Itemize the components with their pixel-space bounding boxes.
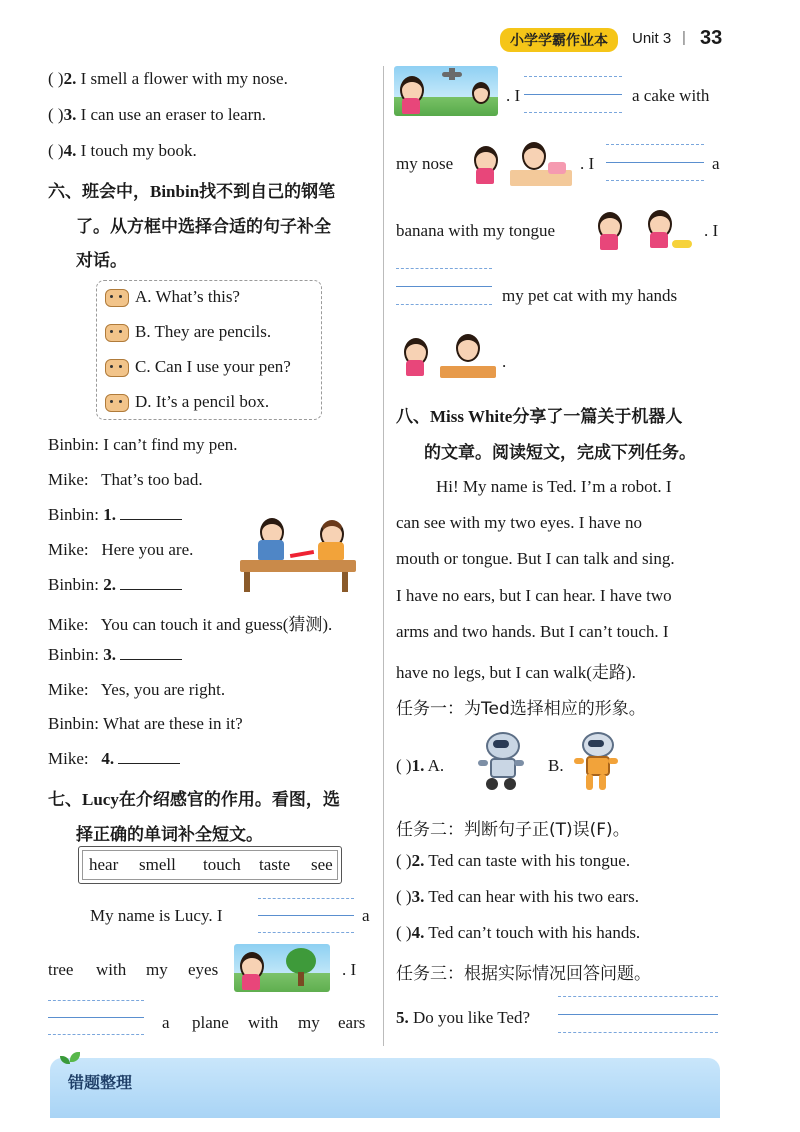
writing-line xyxy=(258,932,354,933)
section7-title-line1: 七、Lucy在介绍感官的作用。看图，选 xyxy=(48,790,340,810)
writing-line[interactable] xyxy=(396,286,492,287)
dialogue-line: Mike: Yes, you are right. xyxy=(48,680,226,699)
dialogue-line: Binbin: 1. xyxy=(48,505,182,525)
writing-line xyxy=(524,112,622,113)
section8-title-line1: 八、Miss White分享了一篇关于机器人 xyxy=(396,407,683,427)
passage-text: my xyxy=(298,1013,320,1032)
reading-passage-line: Hi! My name is Ted. I’m a robot. I xyxy=(436,477,672,496)
tiger-icon xyxy=(105,324,129,342)
writing-line[interactable] xyxy=(606,162,704,163)
passage-text: My name is Lucy. I xyxy=(90,906,223,925)
writing-line xyxy=(606,144,704,145)
mistake-notes-area[interactable] xyxy=(50,1058,720,1118)
task2-item: ( )3. Ted can hear with his two ears. xyxy=(396,887,640,906)
section6-title-line2: 了。从方框中选择合适的句子补全 xyxy=(76,217,331,237)
item-text: I smell a flower with my nose. xyxy=(80,69,288,88)
passage-text: . I xyxy=(704,221,719,240)
answer-paren[interactable]: ( ) xyxy=(48,105,64,124)
dialogue-line: Binbin: 2. xyxy=(48,575,182,595)
answer-paren[interactable]: ( ) xyxy=(396,851,412,870)
item-number: 4. xyxy=(63,141,77,160)
word-smell: smell xyxy=(139,855,176,874)
writing-line xyxy=(558,1032,718,1033)
passage-text: . I xyxy=(580,154,595,173)
choice-a-label: A. xyxy=(427,756,445,775)
tf-item-2 xyxy=(48,69,288,89)
header-separator: | xyxy=(682,29,686,46)
column-divider xyxy=(383,66,384,1046)
passage-text: my nose xyxy=(396,154,454,173)
option-c: C. Can I use your pen? xyxy=(105,357,291,377)
robot-a-illustration[interactable] xyxy=(476,730,526,792)
answer-blank[interactable] xyxy=(120,575,182,590)
dialogue-line: Binbin: 3. xyxy=(48,645,182,665)
passage-text: tree xyxy=(48,960,74,979)
classroom-illustration xyxy=(234,512,362,596)
answer-paren[interactable]: ( ) xyxy=(396,756,412,775)
passage-text: plane xyxy=(192,1013,229,1032)
leaf-icon xyxy=(60,1056,70,1064)
dialogue-line: Mike: That’s too bad. xyxy=(48,470,203,489)
answer-blank[interactable] xyxy=(120,645,182,660)
writing-line xyxy=(396,268,492,269)
answer-paren[interactable]: ( ) xyxy=(48,69,64,88)
task1-title: 任务一：为Ted选择相应的形象。 xyxy=(396,699,646,719)
tiger-icon xyxy=(105,289,129,307)
mistake-notes-label: 错题整理 xyxy=(68,1073,133,1092)
answer-blank[interactable] xyxy=(120,505,182,520)
page-header xyxy=(500,26,730,54)
leaf-icon xyxy=(70,1052,80,1062)
writing-line xyxy=(558,996,718,997)
dialogue-line: Binbin: What are these in it? xyxy=(48,714,243,733)
writing-line[interactable] xyxy=(524,94,622,95)
plane-illustration xyxy=(394,66,498,116)
writing-line xyxy=(396,304,492,305)
option-a: A. What’s this? xyxy=(105,287,240,307)
dialogue-line: Mike: 4. xyxy=(48,749,180,769)
task3-title: 任务三：根据实际情况回答问题。 xyxy=(396,964,651,984)
reading-passage-line: mouth or tongue. But I can talk and sing. xyxy=(396,549,675,568)
writing-line[interactable] xyxy=(558,1014,718,1015)
page-number: 33 xyxy=(700,27,723,49)
word-touch: touch xyxy=(203,855,241,874)
item-number: 3. xyxy=(63,105,77,124)
task1-item: ( )1. A. xyxy=(396,756,445,775)
dialogue-line: Binbin: I can’t find my pen. xyxy=(48,435,238,454)
section8-title-line2: 的文章。阅读短文，完成下列任务。 xyxy=(424,443,696,463)
passage-text: my xyxy=(146,960,168,979)
writing-line xyxy=(258,898,354,899)
choice-b-label: B. xyxy=(548,756,564,775)
tiger-icon xyxy=(105,359,129,377)
word-hear: hear xyxy=(89,855,119,874)
dialogue-line: Mike: Here you are. xyxy=(48,540,194,559)
writing-line[interactable] xyxy=(48,1017,144,1018)
passage-text: . I xyxy=(342,960,357,979)
word-see: see xyxy=(311,855,333,874)
option-b: B. They are pencils. xyxy=(105,322,271,342)
passage-text: a cake with xyxy=(632,86,710,105)
answer-paren[interactable]: ( ) xyxy=(396,923,412,942)
section6-title-line3: 对话。 xyxy=(76,251,127,271)
options-box xyxy=(96,280,322,420)
section7-title-line2: 择正确的单词补全短文。 xyxy=(76,825,263,845)
passage-text: a xyxy=(712,154,720,173)
writing-line xyxy=(524,76,622,77)
taste-banana-illustration xyxy=(592,206,694,256)
option-d: D. It’s a pencil box. xyxy=(105,392,269,412)
section6-title-line1: 六、班会中，Binbin找不到自己的钢笔 xyxy=(48,182,336,202)
passage-text: ears xyxy=(338,1013,366,1032)
item-text: I can use an eraser to learn. xyxy=(80,105,267,124)
reading-passage-line: arms and two hands. But I can’t touch. I xyxy=(396,622,669,641)
writing-line[interactable] xyxy=(258,915,354,916)
writing-line xyxy=(48,1034,144,1035)
dialogue-line: Mike: You can touch it and guess(猜测). xyxy=(48,615,333,634)
word-bank-box xyxy=(78,846,342,884)
passage-text: with xyxy=(248,1013,279,1032)
touch-cat-illustration xyxy=(396,330,500,382)
passage-text: . I xyxy=(506,86,521,105)
tf-item-3 xyxy=(48,105,266,125)
smell-cake-illustration xyxy=(470,140,574,188)
answer-blank[interactable] xyxy=(118,749,180,764)
tf-item-4 xyxy=(48,141,197,161)
word-taste: taste xyxy=(259,855,291,874)
answer-paren[interactable]: ( ) xyxy=(48,141,64,160)
brand-badge: 小学学霸作业本 xyxy=(500,28,618,52)
passage-text: a xyxy=(162,1013,170,1032)
girl-tree-illustration xyxy=(234,944,330,992)
unit-label: Unit 3 xyxy=(632,30,672,47)
answer-paren[interactable]: ( ) xyxy=(396,887,412,906)
passage-text: with xyxy=(96,960,127,979)
item-number: 2. xyxy=(63,69,77,88)
robot-b-illustration[interactable] xyxy=(572,730,620,792)
reading-passage-line: have no legs, but I can walk(走路). xyxy=(396,663,636,682)
task2-title: 任务二：判断句子正(T)误(F)。 xyxy=(396,820,630,840)
reading-passage-line: can see with my two eyes. I have no xyxy=(396,513,642,532)
passage-text: . xyxy=(502,352,507,371)
passage-text: my pet cat with my hands xyxy=(502,286,678,305)
reading-passage-line: I have no ears, but I can hear. I have two xyxy=(396,586,672,605)
passage-text: a xyxy=(362,906,370,925)
writing-line xyxy=(606,180,704,181)
task2-item: ( )4. Ted can’t touch with his hands. xyxy=(396,923,641,942)
task2-item: ( )2. Ted can taste with his tongue. xyxy=(396,851,631,870)
task3-item: 5. Do you like Ted? xyxy=(396,1008,530,1027)
writing-line xyxy=(48,1000,144,1001)
tiger-icon xyxy=(105,394,129,412)
passage-text: banana with my tongue xyxy=(396,221,556,240)
item-text: I touch my book. xyxy=(80,141,197,160)
passage-text: eyes xyxy=(188,960,219,979)
